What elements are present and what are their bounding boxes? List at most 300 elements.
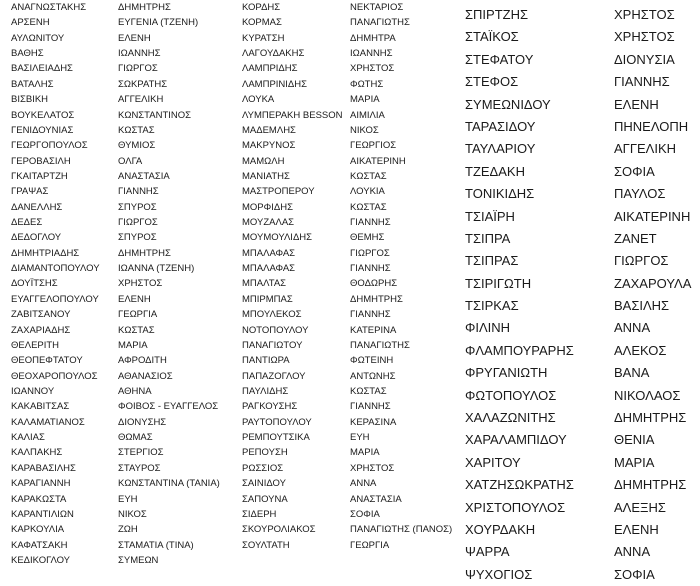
name-row xyxy=(11,399,220,414)
name-row xyxy=(242,246,452,261)
surname: ΠΑΝΑΓΙΩΤΟΥ xyxy=(242,339,303,351)
surname: ΠΑΝΤΙΩΡΑ xyxy=(242,355,290,367)
surname: ΒΑΤΑΛΗΣ xyxy=(11,78,54,90)
name-row xyxy=(11,415,220,430)
surname: ΓΕΡΟΒΑΣΙΛΗ xyxy=(11,155,71,167)
surname: ΕΥΑΓΓΕΛΟΠΟΥΛΟΥ xyxy=(11,293,99,305)
surname: ΦΩΤΟΠΟΥΛΟΣ xyxy=(465,387,557,403)
first-name: ΦΩΤΗΣ xyxy=(350,78,384,90)
surname: ΤΑΡΑΣΙΔΟΥ xyxy=(465,118,536,134)
name-row xyxy=(11,492,220,507)
first-name: ΔΗΜΗΤΡΗΣ xyxy=(118,247,171,259)
name-row xyxy=(11,338,220,353)
first-name: ΙΩΑΝΝΗΣ xyxy=(118,48,161,60)
first-name: ΙΩΑΝΝΗΣ xyxy=(350,48,393,60)
surname: ΚΑΚΑΒΙΤΣΑΣ xyxy=(11,401,70,413)
surname: ΘΕΟΠΕΦΤΑΤΟΥ xyxy=(11,355,83,367)
first-name: ΑΝΤΩΝΗΣ xyxy=(350,370,396,382)
first-name: ΚΩΣΤΑΣ xyxy=(350,385,387,397)
name-row xyxy=(242,507,452,522)
name-row xyxy=(465,206,691,228)
name-row xyxy=(242,369,452,384)
surname: ΡΑΓΚΟΥΣΗΣ xyxy=(242,401,298,413)
surname: ΔΕΔΟΓΛΟΥ xyxy=(11,232,62,244)
surname: ΧΑΛΑΖΩΝΙΤΗΣ xyxy=(465,410,556,426)
surname: ΒΟΥΚΕΛΑΤΟΣ xyxy=(11,109,75,121)
first-name: ΓΕΩΡΓΙΑ xyxy=(118,309,158,321)
first-name: ΖΑΝΕΤ xyxy=(614,230,657,246)
name-row xyxy=(11,430,220,445)
name-row xyxy=(11,261,220,276)
first-name: ΕΛΕΝΗ xyxy=(118,293,151,305)
name-row xyxy=(11,353,220,368)
name-row xyxy=(242,492,452,507)
surname: ΜΠΑΛΑΦΑΣ xyxy=(242,247,296,259)
first-name: ΓΙΩΡΓΟΣ xyxy=(350,247,390,259)
first-name: ΠΑΥΛΟΣ xyxy=(614,186,666,202)
first-name: ΑΙΜΙΛΙΑ xyxy=(350,109,385,121)
first-name: ΣΩΚΡΑΤΗΣ xyxy=(118,78,168,90)
name-row xyxy=(11,215,220,230)
surname: ΣΑΙΝΙΔΟΥ xyxy=(242,478,286,490)
first-name: ΑΙΚΑΤΕΡΙΝΗ xyxy=(614,208,691,224)
surname: ΤΑΥΛΑΡΙΟΥ xyxy=(465,141,536,157)
name-row xyxy=(465,362,691,384)
surname: ΤΟΝΙΚΙΔΗΣ xyxy=(465,186,535,202)
surname: ΔΑΝΕΛΛΗΣ xyxy=(11,201,63,213)
surname: ΦΙΛΙΝΗ xyxy=(465,320,511,336)
first-name: ΑΝΑΣΤΑΣΙΑ xyxy=(350,493,402,505)
name-row xyxy=(242,445,452,460)
name-row xyxy=(11,46,220,61)
name-row xyxy=(242,399,452,414)
first-name: ΠΑΝΑΓΙΩΤΗΣ xyxy=(350,339,410,351)
name-row xyxy=(465,138,691,160)
name-row xyxy=(11,323,220,338)
first-name: ΧΡΗΣΤΟΣ xyxy=(614,29,675,45)
name-block-2 xyxy=(242,0,452,553)
surname: ΨΥΧΟΓΙΟΣ xyxy=(465,566,533,582)
name-row xyxy=(242,415,452,430)
surname: ΧΑΡΙΤΟΥ xyxy=(465,454,521,470)
name-row xyxy=(242,538,452,553)
name-row xyxy=(11,461,220,476)
first-name: ΚΩΝΣΤΑΝΤΙΝΑ (ΤΑΝΙΑ) xyxy=(118,478,220,490)
name-block-3 xyxy=(465,4,691,586)
name-row xyxy=(242,261,452,276)
name-row xyxy=(242,476,452,491)
first-name: ΑΛΕΞΗΣ xyxy=(614,499,666,515)
name-row xyxy=(11,230,220,245)
name-row xyxy=(11,246,220,261)
surname: ΧΑΤΖΗΣΩΚΡΑΤΗΣ xyxy=(465,477,574,493)
first-name: ΝΙΚΟΛΑΟΣ xyxy=(614,387,681,403)
first-name: ΝΙΚΟΣ xyxy=(350,124,379,136)
name-row xyxy=(11,507,220,522)
surname: ΛΥΜΠΕΡΑΚΗ BESSON xyxy=(242,109,343,121)
name-row xyxy=(242,276,452,291)
name-row xyxy=(11,154,220,169)
surname: ΡΕΜΠΟΥΤΣΙΚΑ xyxy=(242,432,310,444)
first-name: ΑΝΝΑ xyxy=(614,320,651,336)
name-row xyxy=(11,276,220,291)
first-name: ΓΙΑΝΝΗΣ xyxy=(350,217,391,229)
first-name: ΑΦΡΟΔΙΤΗ xyxy=(118,355,167,367)
first-name: ΠΑΝΑΓΙΩΤΗΣ (ΠΑΝΟΣ) xyxy=(350,524,453,536)
first-name: ΓΙΑΝΝΗΣ xyxy=(350,309,391,321)
surname: ΘΕΟΧΑΡΟΠΟΥΛΟΣ xyxy=(11,370,98,382)
name-row xyxy=(11,522,220,537)
first-name: ΔΙΟΝΥΣΗΣ xyxy=(118,416,167,428)
name-row xyxy=(465,564,691,586)
name-row xyxy=(465,49,691,71)
first-name: ΕΥΓΕΝΙΑ (ΤΖΕΝΗ) xyxy=(118,17,199,29)
name-row xyxy=(465,340,691,362)
surname: ΜΑΜΩΛΗ xyxy=(242,155,285,167)
surname: ΔΙΑΜΑΝΤΟΠΟΥΛΟΥ xyxy=(11,263,100,275)
name-row xyxy=(242,461,452,476)
name-row xyxy=(242,77,452,92)
surname: ΤΖΕΔΑΚΗ xyxy=(465,163,525,179)
first-name: ΧΡΗΣΤΟΣ xyxy=(350,63,395,75)
surname: ΡΩΣΣΙΟΣ xyxy=(242,462,284,474)
first-name: ΕΥΗ xyxy=(118,493,138,505)
name-row xyxy=(11,123,220,138)
name-row xyxy=(242,154,452,169)
surname: ΣΤΑΪΚΟΣ xyxy=(465,29,519,45)
name-row xyxy=(11,92,220,107)
first-name: ΜΑΡΙΑ xyxy=(350,94,380,106)
name-row xyxy=(242,384,452,399)
surname: ΚΑΛΙΑΣ xyxy=(11,432,45,444)
surname: ΡΑΥΤΟΠΟΥΛΟΥ xyxy=(242,416,312,428)
surname: ΤΣΙΑΪΡΗ xyxy=(465,208,515,224)
first-name: ΜΑΡΙΑ xyxy=(350,447,380,459)
surname: ΣΚΟΥΡΟΛΙΑΚΟΣ xyxy=(242,524,316,536)
first-name: ΖΩΗ xyxy=(118,524,138,536)
surname: ΑΥΛΩΝΙΤΟΥ xyxy=(11,32,65,44)
first-name: ΔΗΜΗΤΡΗΣ xyxy=(118,2,171,13)
name-row xyxy=(465,474,691,496)
name-row xyxy=(242,61,452,76)
surname: ΜΠΟΥΛΕΚΟΣ xyxy=(242,309,302,321)
name-row xyxy=(465,385,691,407)
first-name: ΣΠΥΡΟΣ xyxy=(118,201,157,213)
first-name: ΣΠΥΡΟΣ xyxy=(118,232,157,244)
name-row xyxy=(11,369,220,384)
first-name: ΚΩΝΣΤΑΝΤΙΝΟΣ xyxy=(118,109,192,121)
surname: ΜΟΡΦΙΔΗΣ xyxy=(242,201,293,213)
surname: ΚΟΡΜΑΣ xyxy=(242,17,282,29)
name-row xyxy=(465,429,691,451)
surname: ΑΡΣΕΝΗ xyxy=(11,17,50,29)
name-row xyxy=(11,445,220,460)
first-name: ΚΩΣΤΑΣ xyxy=(350,170,387,182)
surname: ΚΟΡΔΗΣ xyxy=(242,2,281,13)
first-name: ΣΟΦΙΑ xyxy=(350,508,380,520)
name-row xyxy=(465,4,691,26)
first-name: ΣΟΦΙΑ xyxy=(614,163,655,179)
name-row xyxy=(465,497,691,519)
surname: ΚΑΡΚΟΥΛΙΑ xyxy=(11,524,65,536)
surname: ΚΑΛΠΑΚΗΣ xyxy=(11,447,63,459)
first-name: ΧΡΗΣΤΟΣ xyxy=(350,462,395,474)
surname: ΣΟΥΛΤΑΤΗ xyxy=(242,539,290,551)
name-row xyxy=(242,338,452,353)
first-name: ΑΝΝΑ xyxy=(350,478,377,490)
surname: ΜΟΥΖΑΛΑΣ xyxy=(242,217,295,229)
surname: ΚΑΡΑΒΑΣΙΛΗΣ xyxy=(11,462,76,474)
surname: ΓΡΑΨΑΣ xyxy=(11,186,49,198)
first-name: ΚΩΣΤΑΣ xyxy=(350,201,387,213)
surname: ΜΑΝΙΑΤΗΣ xyxy=(242,170,290,182)
surname: ΝΟΤΟΠΟΥΛΟΥ xyxy=(242,324,309,336)
first-name: ΘΕΝΙΑ xyxy=(614,432,655,448)
first-name: ΑΓΓΕΛΙΚΗ xyxy=(614,141,677,157)
first-name: ΑΝΝΑ xyxy=(614,544,651,560)
surname: ΛΑΜΠΡΙΔΗΣ xyxy=(242,63,298,75)
surname: ΚΥΡΑΤΣΗ xyxy=(242,32,285,44)
surname: ΒΙΣΒΙΚΗ xyxy=(11,94,49,106)
name-row xyxy=(11,138,220,153)
surname: ΤΣΙΠΡΑ xyxy=(465,230,511,246)
name-row xyxy=(11,61,220,76)
first-name: ΔΗΜΗΤΡΑ xyxy=(350,32,396,44)
first-name: ΝΕΚΤΑΡΙΟΣ xyxy=(350,2,404,13)
first-name: ΛΟΥΚΙΑ xyxy=(350,186,385,198)
name-row xyxy=(242,307,452,322)
surname: ΠΑΠΑΖΟΓΛΟΥ xyxy=(242,370,306,382)
name-row xyxy=(11,169,220,184)
name-row xyxy=(11,292,220,307)
surname: ΧΑΡΑΛΑΜΠΙΔΟΥ xyxy=(465,432,567,448)
name-row xyxy=(242,31,452,46)
name-row xyxy=(11,553,220,568)
first-name: ΠΑΝΑΓΙΩΤΗΣ xyxy=(350,17,410,29)
name-row xyxy=(465,519,691,541)
surname: ΣΥΜΕΩΝΙΔΟΥ xyxy=(465,96,551,112)
surname: ΣΤΕΦΟΣ xyxy=(465,74,519,90)
surname: ΨΑΡΡΑ xyxy=(465,544,510,560)
surname: ΦΛΑΜΠΟΥΡΑΡΗΣ xyxy=(465,342,574,358)
first-name: ΓΙΩΡΓΟΣ xyxy=(118,63,158,75)
first-name: ΚΩΣΤΑΣ xyxy=(118,324,155,336)
surname: ΔΟΥΪΤΣΗΣ xyxy=(11,278,58,290)
first-name: ΑΝΑΣΤΑΣΙΑ xyxy=(118,170,170,182)
name-row xyxy=(465,541,691,563)
first-name: ΓΙΩΡΓΟΣ xyxy=(614,253,669,269)
first-name: ΔΙΟΝΥΣΙΑ xyxy=(614,51,675,67)
first-name: ΓΙΑΝΝΗΣ xyxy=(350,263,391,275)
name-row xyxy=(242,108,452,123)
name-row xyxy=(465,295,691,317)
first-name: ΚΕΡΑΣΙΝΑ xyxy=(350,416,397,428)
surname: ΤΣΙΠΡΑΣ xyxy=(465,253,519,269)
first-name: ΦΟΙΒΟΣ - ΕΥΑΓΓΕΛΟΣ xyxy=(118,401,219,413)
first-name: ΧΡΗΣΤΟΣ xyxy=(614,7,675,22)
first-name: ΔΗΜΗΤΡΗΣ xyxy=(614,410,687,426)
name-block-1 xyxy=(11,0,220,568)
name-row xyxy=(465,250,691,272)
surname: ΙΩΑΝΝΟΥ xyxy=(11,385,55,397)
surname: ΜΠΑΛΤΑΣ xyxy=(242,278,287,290)
name-row xyxy=(242,15,452,30)
first-name: ΕΛΕΝΗ xyxy=(614,521,659,537)
surname: ΧΟΥΡΔΑΚΗ xyxy=(465,521,536,537)
name-row xyxy=(465,273,691,295)
first-name: ΘΟΔΩΡΗΣ xyxy=(350,278,398,290)
surname: ΚΑΡΑΝΤΙΛΙΩΝ xyxy=(11,508,74,520)
surname: ΜΠΑΛΑΦΑΣ xyxy=(242,263,296,275)
name-row xyxy=(465,452,691,474)
name-row xyxy=(465,26,691,48)
first-name: ΟΛΓΑ xyxy=(118,155,143,167)
first-name: ΑΛΕΚΟΣ xyxy=(614,342,667,358)
name-row xyxy=(465,94,691,116)
surname: ΠΑΥΛΙΔΗΣ xyxy=(242,385,289,397)
surname: ΚΑΡΑΚΩΣΤΑ xyxy=(11,493,67,505)
surname: ΤΣΙΡΚΑΣ xyxy=(465,298,519,314)
surname: ΤΣΙΡΙΓΩΤΗ xyxy=(465,275,532,291)
first-name: ΚΑΤΕΡΙΝΑ xyxy=(350,324,397,336)
first-name: ΜΑΡΙΑ xyxy=(614,454,655,470)
surname: ΧΡΙΣΤΟΠΟΥΛΟΣ xyxy=(465,499,566,515)
surname: ΜΠΙΡΜΠΑΣ xyxy=(242,293,293,305)
surname: ΔΕΔΕΣ xyxy=(11,217,43,229)
first-name: ΧΡΗΣΤΟΣ xyxy=(118,278,163,290)
surname: ΚΕΔΙΚΟΓΛΟΥ xyxy=(11,554,71,566)
surname: ΣΠΙΡΤΖΗΣ xyxy=(465,7,529,22)
first-name: ΘΩΜΑΣ xyxy=(118,432,153,444)
name-row xyxy=(242,123,452,138)
first-name: ΑΘΗΝΑ xyxy=(118,385,152,397)
surname: ΚΑΡΑΓΙΑΝΝΗ xyxy=(11,478,71,490)
surname: ΚΑΦΑΤΣΑΚΗ xyxy=(11,539,68,551)
surname: ΓΚΑΙΤΑΡΤΖΗ xyxy=(11,170,68,182)
first-name: ΓΕΩΡΓΙΟΣ xyxy=(350,140,397,152)
first-name: ΔΗΜΗΤΡΗΣ xyxy=(350,293,403,305)
surname: ΡΕΠΟΥΣΗ xyxy=(242,447,288,459)
surname: ΘΕΛΕΡΙΤΗ xyxy=(11,339,60,351)
surname: ΛΑΜΠΡΙΝΙΔΗΣ xyxy=(242,78,308,90)
surname: ΓΕΝΙΔΟΥΝΙΑΣ xyxy=(11,124,74,136)
surname: ΣΤΕΦΑΤΟΥ xyxy=(465,51,534,67)
first-name: ΘΥΜΙΟΣ xyxy=(118,140,156,152)
surname: ΒΑΘΗΣ xyxy=(11,48,44,60)
first-name: ΠΗΝΕΛΟΠΗ xyxy=(614,118,689,134)
name-row xyxy=(11,77,220,92)
surname: ΔΗΜΗΤΡΙΑΔΗΣ xyxy=(11,247,80,259)
name-row xyxy=(11,307,220,322)
name-row xyxy=(242,430,452,445)
surname: ΣΑΠΟΥΝΑ xyxy=(242,493,288,505)
first-name: ΝΙΚΟΣ xyxy=(118,508,147,520)
name-row xyxy=(242,169,452,184)
name-row xyxy=(242,184,452,199)
first-name: ΑΙΚΑΤΕΡΙΝΗ xyxy=(350,155,406,167)
first-name: ΚΩΣΤΑΣ xyxy=(118,124,155,136)
first-name: ΑΘΑΝΑΣΙΟΣ xyxy=(118,370,173,382)
name-row xyxy=(465,183,691,205)
first-name: ΣΟΦΙΑ xyxy=(614,566,655,582)
name-row xyxy=(242,138,452,153)
name-row xyxy=(242,230,452,245)
name-row xyxy=(242,0,452,15)
surname: ΜΑΣΤΡΟΠΕΡΟΥ xyxy=(242,186,315,198)
first-name: ΓΙΑΝΝΗΣ xyxy=(350,401,391,413)
surname: ΛΑΓΟΥΔΑΚΗΣ xyxy=(242,48,305,60)
surname: ΜΟΥΜΟΥΛΙΔΗΣ xyxy=(242,232,313,244)
first-name: ΣΤΑΜΑΤΙΑ (ΤΙΝΑ) xyxy=(118,539,194,551)
name-row xyxy=(11,184,220,199)
surname: ΑΝΑΓΝΩΣΤΑΚΗΣ xyxy=(11,2,87,13)
first-name: ΓΙΑΝΝΗΣ xyxy=(614,74,670,90)
surname: ΚΑΛΑΜΑΤΙΑΝΟΣ xyxy=(11,416,85,428)
first-name: ΓΙΩΡΓΟΣ xyxy=(118,217,158,229)
surname: ΒΑΣΙΛΕΙΑΔΗΣ xyxy=(11,63,73,75)
name-row xyxy=(11,200,220,215)
surname: ΜΑΚΡΥΝΟΣ xyxy=(242,140,296,152)
surname: ΓΕΩΡΓΟΠΟΥΛΟΣ xyxy=(11,140,88,152)
first-name: ΜΑΡΙΑ xyxy=(118,339,148,351)
first-name: ΖΑΧΑΡΟΥΛΑ xyxy=(614,275,692,291)
first-name: ΑΓΓΕΛΙΚΗ xyxy=(118,94,164,106)
name-row xyxy=(11,31,220,46)
name-row xyxy=(242,46,452,61)
name-row xyxy=(465,407,691,429)
name-row xyxy=(11,476,220,491)
first-name: ΓΕΩΡΓΙΑ xyxy=(350,539,390,551)
name-row xyxy=(11,538,220,553)
surname: ΣΙΔΕΡΗ xyxy=(242,508,277,520)
first-name: ΕΛΕΝΗ xyxy=(614,96,659,112)
surname: ΖΑΒΙΤΣΑΝΟΥ xyxy=(11,309,71,321)
first-name: ΘΕΜΗΣ xyxy=(350,232,385,244)
name-row xyxy=(242,92,452,107)
name-row xyxy=(242,522,452,537)
first-name: ΒΑΝΑ xyxy=(614,365,650,381)
first-name: ΕΛΕΝΗ xyxy=(118,32,151,44)
surname: ΖΑΧΑΡΙΑΔΗΣ xyxy=(11,324,71,336)
surname: ΜΑΔΕΜΛΗΣ xyxy=(242,124,296,136)
name-row xyxy=(465,71,691,93)
first-name: ΔΗΜΗΤΡΗΣ xyxy=(614,477,687,493)
name-row xyxy=(242,353,452,368)
first-name: ΕΥΗ xyxy=(350,432,370,444)
name-row xyxy=(11,108,220,123)
first-name: ΣΤΑΥΡΟΣ xyxy=(118,462,161,474)
name-row xyxy=(11,15,220,30)
first-name: ΙΩΑΝΝΑ (ΤΖΕΝΗ) xyxy=(118,263,195,275)
name-row xyxy=(242,215,452,230)
name-row xyxy=(465,317,691,339)
name-row xyxy=(242,292,452,307)
first-name: ΣΥΜΕΩΝ xyxy=(118,554,159,566)
name-row xyxy=(242,200,452,215)
first-name: ΒΑΣΙΛΗΣ xyxy=(614,298,670,314)
surname: ΦΡΥΓΑΝΙΩΤΗ xyxy=(465,365,548,381)
first-name: ΦΩΤΕΙΝΗ xyxy=(350,355,394,367)
name-row xyxy=(11,384,220,399)
surname: ΛΟΥΚΑ xyxy=(242,94,275,106)
name-row xyxy=(11,0,220,15)
name-row xyxy=(465,228,691,250)
first-name: ΣΤΕΡΓΙΟΣ xyxy=(118,447,164,459)
name-row xyxy=(242,323,452,338)
name-row xyxy=(465,116,691,138)
name-row xyxy=(465,161,691,183)
first-name: ΓΙΑΝΝΗΣ xyxy=(118,186,159,198)
